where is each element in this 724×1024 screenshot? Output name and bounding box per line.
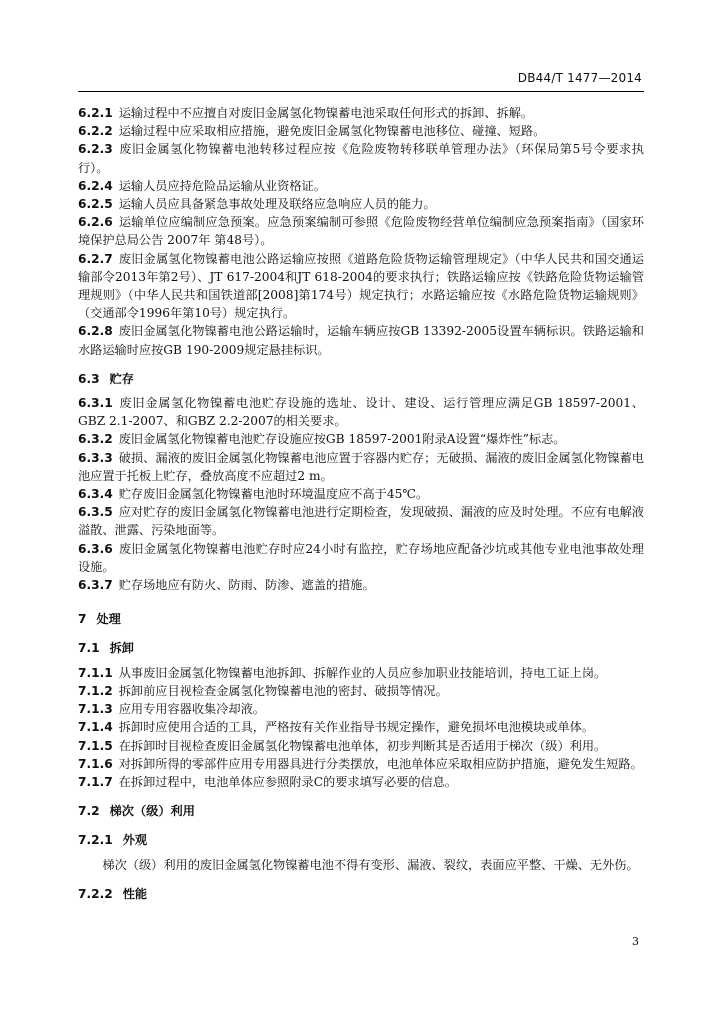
clause-number: 6.2.1	[78, 106, 113, 120]
clause-number: 6.2.2	[78, 124, 113, 139]
clause-paragraph	[78, 737, 644, 755]
body-paragraph	[78, 856, 644, 874]
clause-number: 7.1.2	[78, 683, 113, 698]
clause-text: 运输人员应具备紧急事故处理及联络应急响应人员的能力。	[118, 197, 436, 212]
clause-text: 废旧金属氢化物镍蓄电池贮存设施的选址、设计、建设、运行管理应满足GB 18597-2001、GBZ 2.1-2007、和GBZ 2.2-2007的相关要求。	[78, 396, 644, 429]
clause-number: 6.3.6	[78, 541, 113, 556]
clause-text: 应用专用容器收集冷却液。	[118, 702, 265, 717]
clause-number: 6.2.7	[78, 251, 113, 266]
clause-paragraph	[78, 104, 644, 122]
clause-text: 在拆卸时目视检查废旧金属氢化物镍蓄电池单体，初步判断其是否适用于梯次（级）利用。	[118, 738, 607, 753]
clause-number: 6.3.1	[78, 396, 113, 411]
section-heading	[78, 802, 644, 820]
clause-number: 6.3.7	[78, 578, 113, 593]
clause-text: 贮存废旧金属氢化物镍蓄电池时环境温度应不高于45℃。	[118, 487, 429, 502]
clause-paragraph	[78, 664, 644, 682]
clause-number: 7.1	[78, 641, 100, 656]
clause-text: 贮存	[109, 371, 134, 386]
clause-number: 6.2.8	[78, 324, 113, 339]
clause-number: 6.2.6	[78, 215, 113, 230]
clause-paragraph	[78, 485, 644, 503]
clause-number: 6.3.5	[78, 505, 113, 520]
clause-text: 废旧金属氢化物镍蓄电池公路运输时，运输车辆应按GB 13392-2005设置车辆标识。铁路运输和水路运输时应按GB 190-2009规定悬挂标识。	[78, 324, 644, 357]
clause-number: 7.1.6	[78, 756, 113, 771]
clause-paragraph	[78, 430, 644, 448]
document-body	[78, 104, 644, 909]
clause-paragraph	[78, 449, 644, 485]
clause-text: 拆卸时应使用合适的工具，严格按有关作业指导书规定操作，避免损坏电池模块或单体。	[118, 720, 595, 735]
clause-text: 废旧金属氢化物镍蓄电池贮存设施应按GB 18597-2001附录A设置“爆炸性”标志。	[118, 432, 566, 447]
clause-number: 6.2.3	[78, 142, 113, 157]
clause-number: 7.2.1	[78, 833, 113, 848]
clause-text: 梯次（级）利用的废旧金属氢化物镍蓄电池不得有变形、漏液、裂纹，表面应平整、干燥、无外伤。	[102, 857, 639, 872]
clause-text: 废旧金属氢化物镍蓄电池公路运输应按照《道路危险货物运输管理规定》（中华人民共和国交通运输部令2013年第2号）、JT 617-2004和JT 618-2004的要求执行；铁路运输应按《铁路危险货物运输管理规则》（中华人民共和国铁道部[2008]第174号）规定执行；水路运输应按《水路危险货物运输规则》（交通部令1996年第10号）规定执行。	[78, 251, 644, 321]
clause-paragraph	[78, 122, 644, 140]
clause-text: 贮存场地应有防火、防雨、防渗、遮盖的措施。	[118, 578, 375, 593]
clause-number: 7.2.2	[78, 886, 113, 901]
clause-paragraph	[78, 322, 644, 358]
clause-text: 运输过程中应采取相应措施，避免废旧金属氢化物镍蓄电池移位、碰撞、短路。	[118, 124, 546, 139]
clause-paragraph	[78, 250, 644, 323]
clause-text: 拆卸前应目视检查金属氢化物镍蓄电池的密封、破损等情况。	[118, 683, 448, 698]
clause-paragraph	[78, 394, 644, 430]
clause-paragraph	[78, 773, 644, 791]
clause-text: 性能	[122, 886, 148, 901]
clause-paragraph	[78, 540, 644, 576]
clause-text: 在拆卸过程中，电池单体应参照附录C的要求填写必要的信息。	[118, 774, 458, 789]
clause-text: 运输单位应编制应急预案。应急预案编制可参照《危险废物经营单位编制应急预案指南》（国家环境保护总局公告 2007年 第48号）。	[78, 215, 644, 248]
section-heading	[78, 831, 644, 849]
chapter-heading	[78, 610, 644, 628]
clause-number: 7.1.4	[78, 720, 113, 735]
section-heading	[78, 370, 644, 388]
clause-number: 7.1.1	[78, 665, 113, 680]
clause-text: 运输人员应持危险品运输从业资格证。	[118, 178, 326, 193]
clause-paragraph	[78, 503, 644, 539]
clause-text: 梯次（级）利用	[109, 804, 195, 819]
clause-text: 对拆卸所得的零部件应用专用器具进行分类摆放，电池单体应采取相应防护措施，避免发生短路。	[118, 756, 643, 771]
clause-number: 7.1.7	[78, 774, 113, 789]
clause-text: 应对贮存的废旧金属氢化物镍蓄电池进行定期检查，发现破损、漏液的应及时处理。不应有电解液溢散、泄露、污染地面等。	[78, 505, 644, 538]
clause-paragraph	[78, 718, 644, 736]
clause-number: 7.2	[78, 804, 100, 819]
page-number: 3	[632, 935, 639, 948]
section-heading	[78, 639, 644, 657]
header-rule	[78, 91, 644, 92]
clause-text: 从事废旧金属氢化物镍蓄电池拆卸、拆解作业的人员应参加职业技能培训，持电工证上岗。	[118, 665, 607, 680]
clause-number: 7.1.3	[78, 702, 113, 717]
clause-number: 6.3.4	[78, 487, 113, 502]
clause-paragraph	[78, 195, 644, 213]
clause-number: 6.2.4	[78, 178, 113, 193]
clause-text: 处理	[96, 612, 121, 627]
clause-number: 6.2.5	[78, 197, 113, 212]
clause-paragraph	[78, 213, 644, 249]
document-header-code: DB44/T 1477—2014	[517, 71, 642, 85]
clause-text: 废旧金属氢化物镍蓄电池贮存时应24小时有监控，贮存场地应配备沙坑或其他专业电池事故处理设施。	[78, 541, 644, 574]
clause-number: 7.1.5	[78, 738, 113, 753]
clause-text: 拆卸	[109, 641, 134, 656]
clause-paragraph	[78, 576, 644, 594]
clause-number: 6.3.2	[78, 432, 113, 447]
clause-text: 外观	[122, 833, 148, 848]
clause-text: 废旧金属氢化物镍蓄电池转移过程应按《危险废物转移联单管理办法》（环保局第5号令要求执行）。	[78, 142, 644, 175]
clause-paragraph	[78, 682, 644, 700]
clause-number: 6.3	[78, 371, 100, 386]
clause-paragraph	[78, 755, 644, 773]
clause-text: 破损、漏液的废旧金属氢化物镍蓄电池应置于容器内贮存；无破损、漏液的废旧金属氢化物镍蓄电池应置于托板上贮存，叠放高度不应超过2 m。	[78, 450, 644, 483]
section-heading	[78, 885, 644, 903]
clause-text: 运输过程中不应擅自对废旧金属氢化物镍蓄电池采取任何形式的拆卸、拆解。	[118, 106, 534, 120]
clause-paragraph	[78, 700, 644, 718]
clause-paragraph	[78, 177, 644, 195]
clause-number: 6.3.3	[78, 450, 113, 465]
clause-paragraph	[78, 140, 644, 176]
clause-number: 7	[78, 612, 87, 627]
